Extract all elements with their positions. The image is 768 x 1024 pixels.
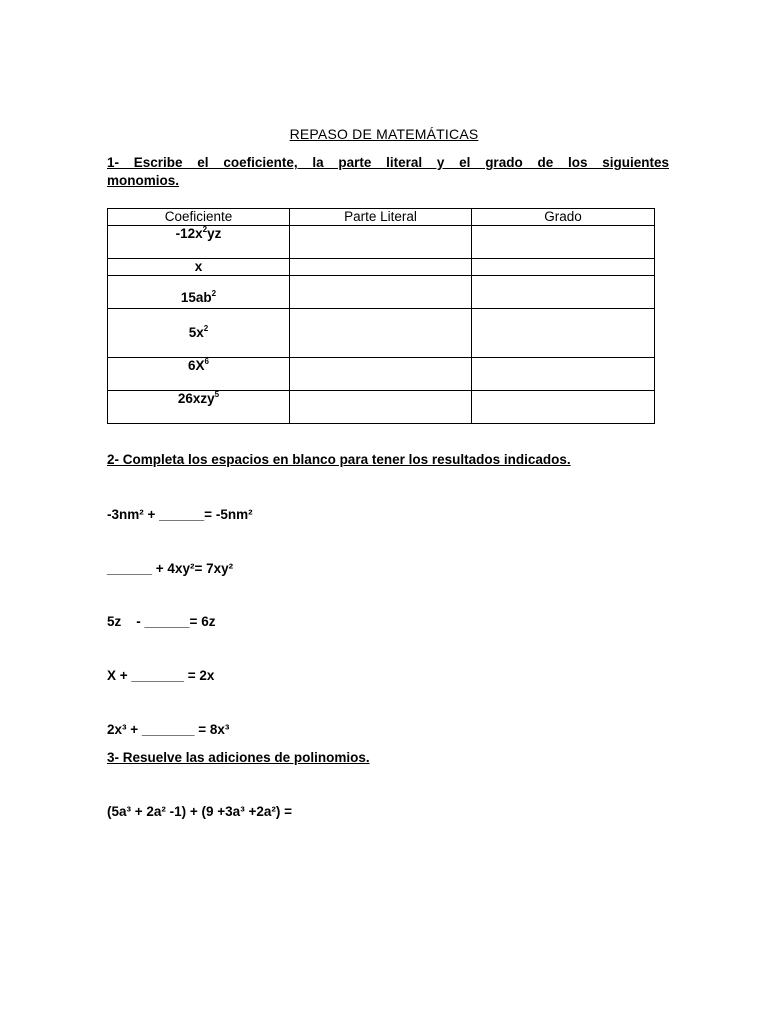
monomial-cell: $6X^6$	[108, 358, 290, 391]
parte-literal-answer-cell[interactable]	[290, 358, 472, 391]
section-2-heading: 2- Completa los espacios en blanco para tener los resultados indicados.	[107, 452, 571, 467]
monomial-cell: x	[108, 259, 290, 276]
exercise-line: ______ + 4xy²= 7xy²	[107, 561, 234, 576]
exercise-line: (5a³ + 2a² -1) + (9 +3a³ +2a²) =	[107, 804, 292, 819]
parte-literal-answer-cell[interactable]	[290, 259, 472, 276]
parte-literal-answer-cell[interactable]	[290, 226, 472, 259]
grado-answer-cell[interactable]	[472, 391, 655, 424]
parte-literal-answer-cell[interactable]	[290, 309, 472, 358]
grado-answer-cell[interactable]	[472, 358, 655, 391]
exercise-line: -3nm² + ______= -5nm²	[107, 507, 253, 522]
monomial-cell: 26xzy$^5$	[108, 391, 290, 424]
column-header-parte-literal: Parte Literal	[290, 209, 472, 226]
grado-answer-cell[interactable]	[472, 226, 655, 259]
monomials-table	[107, 208, 655, 424]
section-1-heading-line-1: 1- Escribe el coeficiente, la parte literal y el grado de los siguientes	[107, 155, 669, 170]
page-title: REPASO DE MATEMÁTICAS	[289, 126, 479, 142]
grado-answer-cell[interactable]	[472, 259, 655, 276]
table-row	[108, 309, 655, 358]
table-row	[108, 391, 655, 424]
grado-answer-cell[interactable]	[472, 276, 655, 309]
section-1-heading	[107, 154, 669, 190]
exercise-line: 2x³ + _______ = 8x³	[107, 722, 230, 737]
table-row	[108, 259, 655, 276]
table-header-row	[108, 209, 655, 226]
column-header-coeficiente: Coeficiente	[108, 209, 290, 226]
table-row	[108, 226, 655, 259]
table-row	[108, 276, 655, 309]
section-1-heading-line-2: monomios.	[107, 173, 180, 188]
exercise-line: X + _______ = 2x	[107, 668, 215, 683]
section-3-heading: 3- Resuelve las adiciones de polinomios.	[107, 750, 370, 765]
monomial-cell: $5x^2$	[108, 309, 290, 358]
grado-answer-cell[interactable]	[472, 309, 655, 358]
monomial-cell: $15ab^2$	[108, 276, 290, 309]
parte-literal-answer-cell[interactable]	[290, 391, 472, 424]
parte-literal-answer-cell[interactable]	[290, 276, 472, 309]
column-header-grado: Grado	[472, 209, 655, 226]
monomial-cell: $-12x^2yz$	[108, 226, 290, 259]
exercise-line: 5z - ______= 6z	[107, 614, 216, 629]
table-row	[108, 358, 655, 391]
